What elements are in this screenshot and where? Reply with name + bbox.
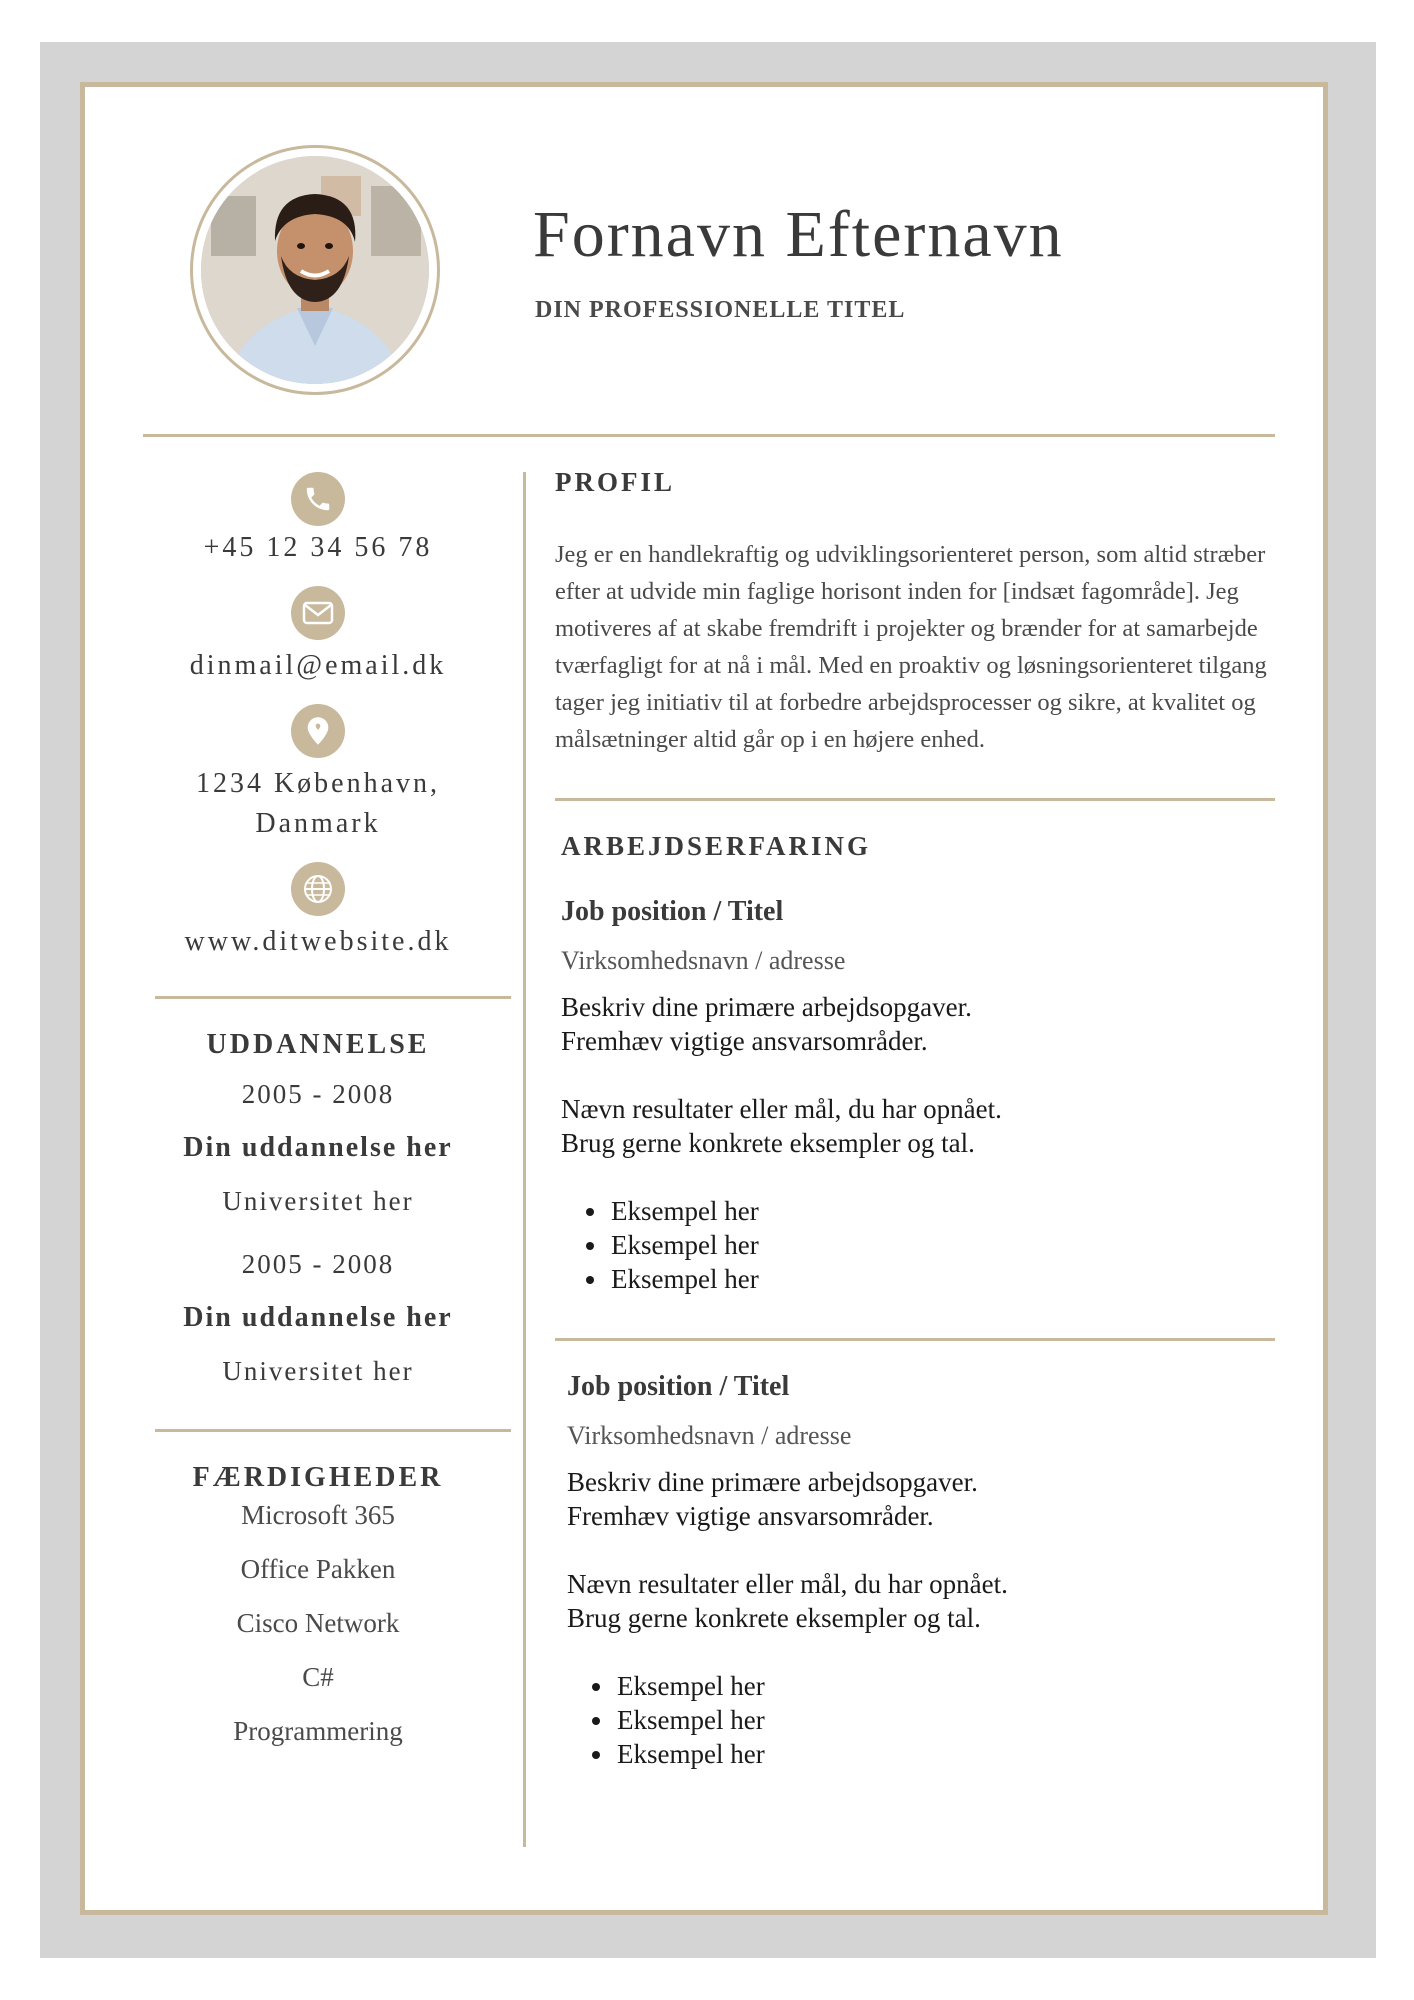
education-heading: UDDANNELSE <box>206 1029 430 1060</box>
job-bullets <box>561 1194 1275 1296</box>
education-degree: Din uddannelse her <box>183 1132 453 1163</box>
skill-item: Microsoft 365 <box>241 1500 395 1530</box>
job-title: Job position / Titel <box>561 896 784 927</box>
skills-heading: FÆRDIGHEDER <box>192 1462 444 1493</box>
bullet-item: • Eksempel her <box>615 1669 1275 1703</box>
job-description: Brug gerne konkrete eksempler og tal. <box>561 1128 975 1158</box>
profile-heading: PROFIL <box>555 467 676 497</box>
company-name: Virksomhedsnavn / adresse <box>567 1421 852 1450</box>
job-entry <box>555 1371 1275 1771</box>
education-school: Universitet her <box>222 1356 414 1386</box>
address-line-1: 1234 København, <box>195 768 441 799</box>
education-school: Universitet her <box>222 1186 414 1216</box>
address-line-2: Danmark <box>255 808 381 839</box>
job-divider <box>555 1338 1275 1341</box>
location-pin-icon <box>291 704 345 758</box>
right-column <box>555 467 1275 1771</box>
professional-title: DIN PROFESSIONELLE TITEL <box>535 297 906 323</box>
skill-item: Cisco Network <box>236 1608 400 1638</box>
job-description: Fremhæv vigtige ansvarsområder. <box>561 1026 928 1056</box>
bullet-item: • Eksempel her <box>609 1262 1275 1296</box>
job-entry <box>561 896 1275 1296</box>
profile-text: Jeg er en handlekraftig og udviklingsorienteret person, som altid stræber efter at udvide min faglige horisont inden for [indsæt fagområde]. Jeg motiveres af at skabe fremdrift i projekter og brænder for at samarbejde tværfagligt for at nå i mål. Med en proaktiv og løsningsorienteret tilgang tager jeg initiativ til at forbedre arbejdsprocesser og sikre, at kvalitet og målsætninger altid går op i en højere enhed. <box>555 541 1267 753</box>
skill-item: C# <box>302 1662 334 1692</box>
phone-icon <box>291 472 345 526</box>
person-photo-icon <box>201 156 429 384</box>
job-title: Job position / Titel <box>567 1371 790 1402</box>
job-description: Nævn resultater eller mål, du har opnået. <box>567 1569 1008 1599</box>
header-divider <box>143 434 1275 437</box>
globe-icon <box>291 862 345 916</box>
job-description: Beskriv dine primære arbejdsopgaver. <box>561 992 972 1022</box>
skill-item: Programmering <box>233 1716 403 1746</box>
experience-divider <box>555 798 1275 801</box>
education-degree: Din uddannelse her <box>183 1302 453 1333</box>
job-description: Nævn resultater eller mål, du har opnået. <box>561 1094 1002 1124</box>
email-address[interactable]: dinmail@email.dk <box>189 650 447 681</box>
skill-item: Office Pakken <box>240 1554 396 1584</box>
bullet-item: • Eksempel her <box>609 1228 1275 1262</box>
website-link[interactable]: www.ditwebsite.dk <box>184 926 452 957</box>
job-description: Fremhæv vigtige ansvarsområder. <box>567 1501 934 1531</box>
experience-heading: ARBEJDSERFARING <box>561 831 872 861</box>
phone-number[interactable]: +45 12 34 56 78 <box>203 532 433 563</box>
education-divider <box>155 996 511 999</box>
job-bullets <box>567 1669 1275 1771</box>
company-name: Virksomhedsnavn / adresse <box>561 946 846 975</box>
bullet-item: • Eksempel her <box>609 1194 1275 1228</box>
resume-page <box>80 82 1328 1915</box>
experience-section <box>555 831 1275 1296</box>
education-years: 2005 - 2008 <box>241 1249 395 1279</box>
mail-icon <box>291 586 345 640</box>
bullet-item: • Eksempel her <box>615 1737 1275 1771</box>
left-column <box>143 472 493 1758</box>
education-years: 2005 - 2008 <box>241 1079 395 1109</box>
bullet-item: • Eksempel her <box>615 1703 1275 1737</box>
job-description: Beskriv dine primære arbejdsopgaver. <box>567 1467 978 1497</box>
candidate-name: Fornavn Efternavn <box>533 198 1064 271</box>
skills-list <box>143 1488 493 1758</box>
skills-divider <box>155 1429 511 1432</box>
column-divider <box>523 472 526 1847</box>
profile-photo <box>190 145 440 395</box>
job-description: Brug gerne konkrete eksempler og tal. <box>567 1603 981 1633</box>
